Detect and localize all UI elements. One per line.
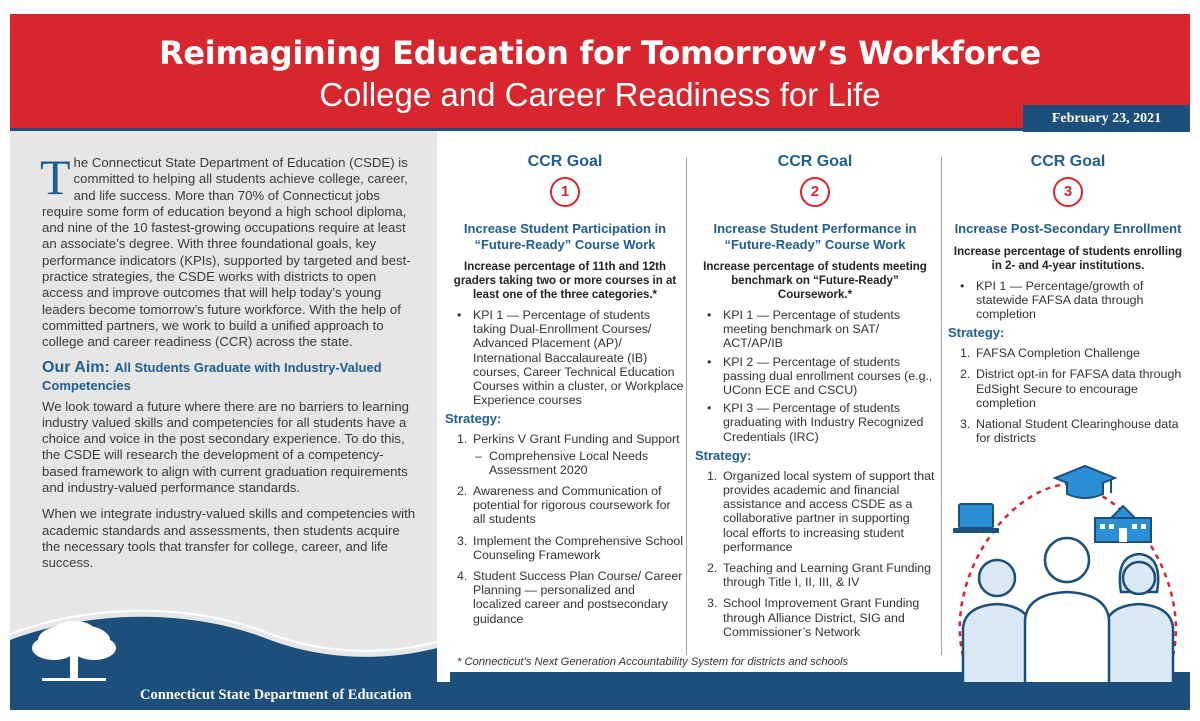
- strategy-text: Teaching and Learning Grant Funding through Title I, II, III, & IV: [723, 561, 932, 590]
- title-banner: [10, 14, 1190, 128]
- kpi-list: [445, 308, 685, 407]
- aim-label: Our Aim:: [42, 358, 110, 376]
- strategy-item: [695, 561, 935, 589]
- strategy-text: Implement the Comprehensive School Counseling Framework: [473, 533, 684, 562]
- intro-text: he Connecticut State Department of Education (CSDE) is committed to helping all students achieve college, career, and life success. More than 70% of Connecticut jobs require some form of education beyond a high school diploma, and nine of the 10 fastest-growing occupations require at least an associate’s degree. With three foundational goals, key performance indicators (KPIs), supported by targeted and best-practice strategies, the CSDE works with districts to open access and improve outcomes that will help today’s young leaders become tomorrow’s future workforce. With the help of committed partners, we work to build a unified approach to college and career readiness (CCR) across the state.: [42, 155, 411, 350]
- goal-description: Increase percentage of students enrolling in 2- and 4-year institutions.: [953, 245, 1183, 272]
- strategy-number: 1.: [960, 346, 971, 361]
- goal-description: Increase percentage of 11th and 12th graders taking two or more courses in at least one of the three categories.*: [453, 261, 677, 301]
- strategy-number: 2.: [707, 561, 718, 576]
- aim-heading: [42, 359, 417, 395]
- strategy-list: [695, 469, 935, 639]
- laptop-icon: [953, 504, 999, 533]
- strategy-list: [445, 432, 685, 625]
- strategy-item: [445, 534, 685, 562]
- strategy-item: [948, 417, 1188, 445]
- strategy-item: [695, 596, 935, 639]
- aim-body: We look toward a future where there are no barriers to learning industry valued skills and competencies for all students have a choice and voice in the post secondary experience. To do this, the CSDE will research the development of a competency-based framework to align with current graduation requirements and industry-valued performance standards.: [42, 398, 410, 496]
- strategy-text: Awareness and Communication of potential for rigorous coursework for all students: [473, 484, 671, 527]
- goal-title: Increase Student Participation in “Future-Ready” Course Work: [463, 221, 667, 252]
- kpi-item: • KPI 2 — Percentage of students passing dual enrollment courses (e.g., UConn ECE and CSCU): [695, 355, 935, 398]
- strategy-subitem: – Comprehensive Local Needs Assessment 2020: [475, 448, 649, 477]
- goal-title: Increase Student Performance in “Future-Ready” Course Work: [713, 221, 917, 252]
- intro-paragraph: [40, 149, 417, 351]
- aim-title: All Students Graduate with Industry-Valued Competencies: [42, 359, 382, 393]
- column-divider: [941, 157, 942, 655]
- strategy-number: 3.: [707, 596, 718, 611]
- strategy-item: [948, 346, 1188, 360]
- strategy-number: 1.: [707, 468, 718, 483]
- strategy-text: Organized local system of support that provides academic and financial assistance and access CSDE as a collaborative partner in supporting local efforts to increasing student performance: [723, 468, 935, 554]
- kpi-item: • KPI 1 — Percentage of students taking Dual-Enrollment Courses/ Advanced Placement (AP)/ International Baccalaureate (IB) courses, Career Technical Education Courses within a cluster, or Workplace Experience courses: [445, 308, 685, 407]
- strategy-text: Student Success Plan Course/ Career Planning — personalized and localized career and postsecondary guidance: [473, 569, 683, 626]
- strategy-text: Perkins V Grant Funding and Support: [473, 432, 680, 447]
- goal-column-2: [695, 153, 935, 646]
- school-building-icon: [1095, 506, 1151, 542]
- strategy-heading: Strategy:: [695, 447, 752, 463]
- kpi-item: • KPI 1 — Percentage of students meeting benchmark on SAT/ ACT/AP/IB: [695, 308, 935, 351]
- strategy-number: 3.: [457, 533, 468, 548]
- strategy-item: [445, 484, 685, 527]
- aim-body-2: When we integrate industry-valued skills and competencies with academic standards and assessments, then students acquire the necessary tools that transfer for college, career, and life success.: [42, 506, 416, 571]
- strategy-number: 4.: [457, 569, 468, 584]
- strategy-number: 1.: [457, 432, 468, 447]
- strategy-heading: Strategy:: [948, 325, 1005, 341]
- goal-title: Increase Post-Secondary Enrollment: [954, 221, 1182, 236]
- strategy-item: [695, 469, 935, 554]
- strategy-subitem-text: Comprehensive Local Needs Assessment 2020: [489, 448, 649, 477]
- goal-heading: CCR Goal: [1030, 153, 1106, 170]
- goal-number-badge: 2: [800, 177, 830, 207]
- goal-heading: CCR Goal: [527, 153, 603, 170]
- strategy-text: FAFSA Completion Challenge: [976, 346, 1140, 361]
- strategy-heading: Strategy:: [445, 411, 502, 427]
- goal-heading: CCR Goal: [777, 153, 853, 170]
- strategy-number: 2.: [960, 367, 971, 382]
- strategy-number: 3.: [960, 416, 971, 431]
- date-badge: February 23, 2021: [1023, 105, 1190, 132]
- goal-number-badge: 3: [1053, 177, 1083, 207]
- kpi-list: [695, 308, 935, 444]
- footnote: * Connecticut’s Next Generation Accountability System for districts and schools: [457, 656, 849, 668]
- strategy-item: [445, 432, 685, 477]
- goal-column-3: [948, 153, 1188, 452]
- student-left-icon: [963, 560, 1031, 682]
- graduation-cap-icon: [1055, 466, 1115, 498]
- strategy-list: [948, 346, 1188, 445]
- strategy-number: 2.: [457, 484, 468, 499]
- footer-org-name: Connecticut State Department of Education: [140, 687, 412, 703]
- strategy-text: National Student Clearinghouse data for districts: [976, 416, 1179, 446]
- strategy-item: [948, 367, 1188, 410]
- kpi-item: • KPI 1 — Percentage/growth of statewide FAFSA data through completion: [948, 279, 1188, 322]
- student-center-icon: [1025, 538, 1109, 682]
- strategy-item: [445, 569, 685, 626]
- column-divider: [686, 157, 687, 655]
- header: [0, 0, 1200, 133]
- page-title: Reimagining Education for Tomorrow’s Workforce: [159, 34, 1041, 72]
- goal-number-badge: 1: [550, 177, 580, 207]
- goal-description: Increase percentage of students meeting benchmark on “Future-Ready” Coursework.*: [703, 261, 927, 301]
- students-illustration: [945, 460, 1190, 682]
- goal-column-1: [445, 153, 685, 633]
- page-subtitle: College and Career Readiness for Life: [319, 76, 881, 113]
- student-right-icon: [1105, 554, 1173, 682]
- kpi-item: • KPI 3 — Percentage of students graduating with Industry Recognized Credentials (IRC): [695, 401, 935, 444]
- strategy-text: School Improvement Grant Funding through Alliance District, SIG and Commissioner’s Network: [723, 596, 920, 639]
- strategy-text: District opt-in for FAFSA data through EdSight Secure to encourage completion: [976, 367, 1182, 410]
- kpi-list: [948, 279, 1188, 322]
- drop-cap: T: [40, 149, 71, 205]
